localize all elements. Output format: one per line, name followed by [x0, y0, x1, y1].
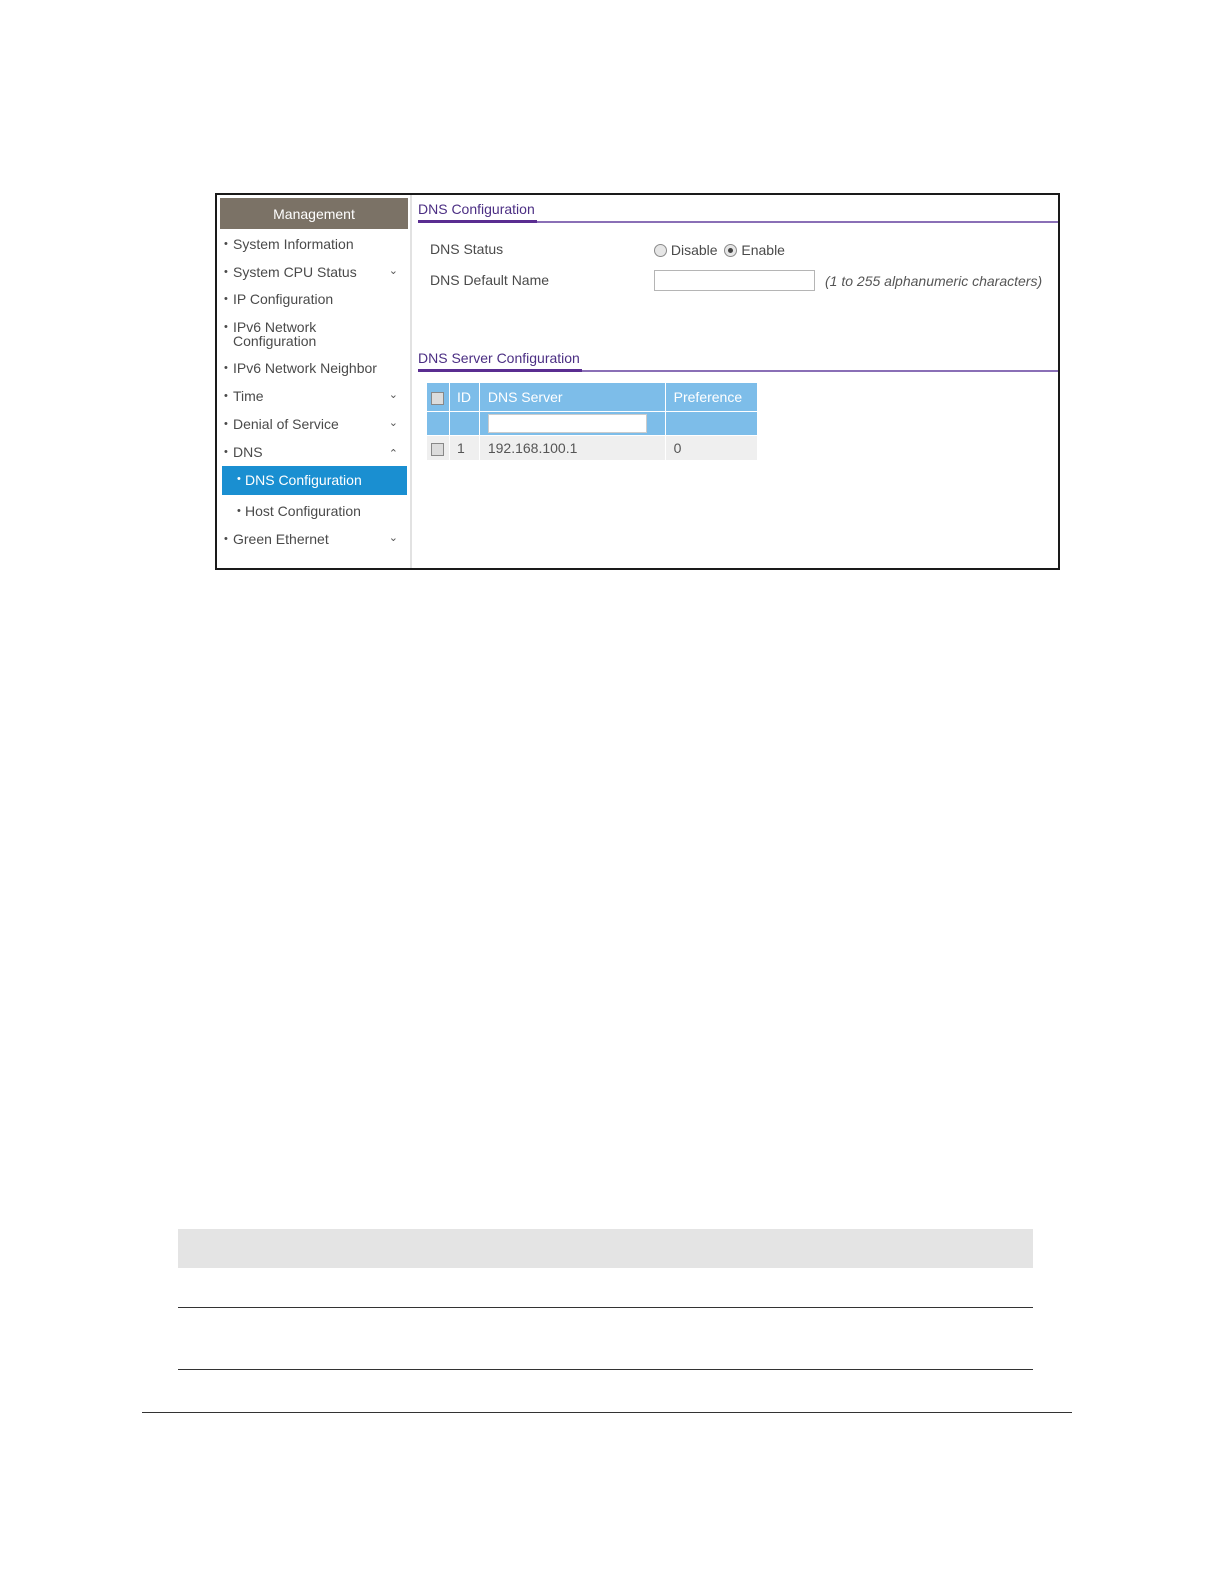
column-header-id[interactable]: ID: [449, 383, 479, 412]
chevron-down-icon[interactable]: ⌄: [388, 532, 398, 544]
sidebar-item-label: System CPU Status: [233, 264, 357, 280]
filter-cell: [449, 412, 479, 436]
table-filter-row: [427, 412, 757, 436]
dns-server-input[interactable]: [488, 414, 647, 433]
screenshot-frame: [215, 193, 1060, 570]
table-header-row: [427, 383, 757, 412]
bullet-icon: •: [224, 362, 228, 374]
disable-radio[interactable]: [654, 244, 667, 257]
chevron-down-icon[interactable]: ⌄: [388, 265, 398, 277]
bullet-icon: •: [224, 446, 228, 458]
bullet-icon: •: [237, 505, 241, 517]
chevron-up-icon[interactable]: ⌃: [388, 448, 398, 460]
disable-radio-label[interactable]: Disable: [670, 242, 718, 258]
dns-status-label: DNS Status: [430, 241, 504, 257]
enable-radio[interactable]: [724, 244, 737, 257]
document-table-rule: [178, 1369, 1033, 1370]
chevron-down-icon[interactable]: ⌄: [388, 417, 398, 429]
bullet-icon: •: [224, 390, 228, 402]
enable-radio-label[interactable]: Enable: [741, 242, 785, 258]
document-table-rule: [178, 1307, 1033, 1308]
bullet-icon: •: [237, 473, 241, 485]
bullet-icon: •: [224, 293, 228, 305]
select-all-cell: [427, 383, 449, 412]
column-header-dns-server[interactable]: DNS Server: [479, 383, 665, 412]
table-row[interactable]: [427, 436, 757, 461]
filter-cell: [665, 412, 757, 436]
sidebar-item-label: Configuration: [233, 333, 317, 349]
main-panel: [412, 195, 1058, 568]
bullet-icon: •: [224, 418, 228, 430]
sidebar-item-label: Time: [233, 388, 264, 404]
sidebar-item-label: IPv6 Network: [233, 319, 317, 335]
sidebar-item-dns-configuration[interactable]: [222, 466, 407, 495]
row-select-cell: [427, 436, 449, 461]
dns-status-radio-group: [654, 242, 785, 258]
dns-default-name-input[interactable]: [654, 270, 815, 291]
row-preference: 0: [665, 436, 757, 461]
bullet-icon: •: [224, 321, 228, 333]
sidebar-header: [220, 198, 408, 229]
row-dns-server: 192.168.100.1: [479, 436, 665, 461]
column-header-preference[interactable]: Preference: [665, 383, 757, 412]
select-all-checkbox[interactable]: [431, 392, 444, 405]
bullet-icon: •: [224, 266, 228, 278]
sidebar-item-label: System Information: [233, 236, 354, 252]
filter-cell: [479, 412, 665, 436]
sidebar-item-label: Host Configuration: [245, 503, 361, 519]
section-title-underline: [418, 220, 537, 223]
sidebar-item-ipv6-network-configuration[interactable]: [224, 320, 410, 350]
sidebar-item-label: Green Ethernet: [233, 531, 329, 547]
section-title-underline: [418, 369, 582, 372]
sidebar-item-label: IPv6 Network Neighbor: [233, 360, 377, 376]
sidebar-header-label: Management: [273, 205, 355, 222]
dns-default-name-hint: (1 to 255 alphanumeric characters): [825, 273, 1043, 289]
sidebar-item-label: IP Configuration: [233, 291, 334, 307]
sidebar-item-label: DNS Configuration: [245, 472, 362, 488]
row-id: 1: [449, 436, 479, 461]
document-footer-rule: [142, 1412, 1072, 1413]
sidebar-item-label: DNS: [233, 444, 263, 460]
dns-server-configuration-title: DNS Server Configuration: [418, 350, 580, 366]
sidebar: [217, 195, 412, 568]
document-table-header-band: [178, 1229, 1033, 1268]
bullet-icon: •: [224, 533, 228, 545]
chevron-down-icon[interactable]: ⌄: [388, 389, 398, 401]
dns-server-table: [427, 383, 757, 460]
bullet-icon: •: [224, 238, 228, 250]
dns-configuration-title: DNS Configuration: [418, 201, 535, 217]
row-checkbox[interactable]: [431, 443, 444, 456]
dns-default-name-label: DNS Default Name: [430, 272, 550, 288]
sidebar-item-label: Denial of Service: [233, 416, 339, 432]
filter-cell: [427, 412, 449, 436]
